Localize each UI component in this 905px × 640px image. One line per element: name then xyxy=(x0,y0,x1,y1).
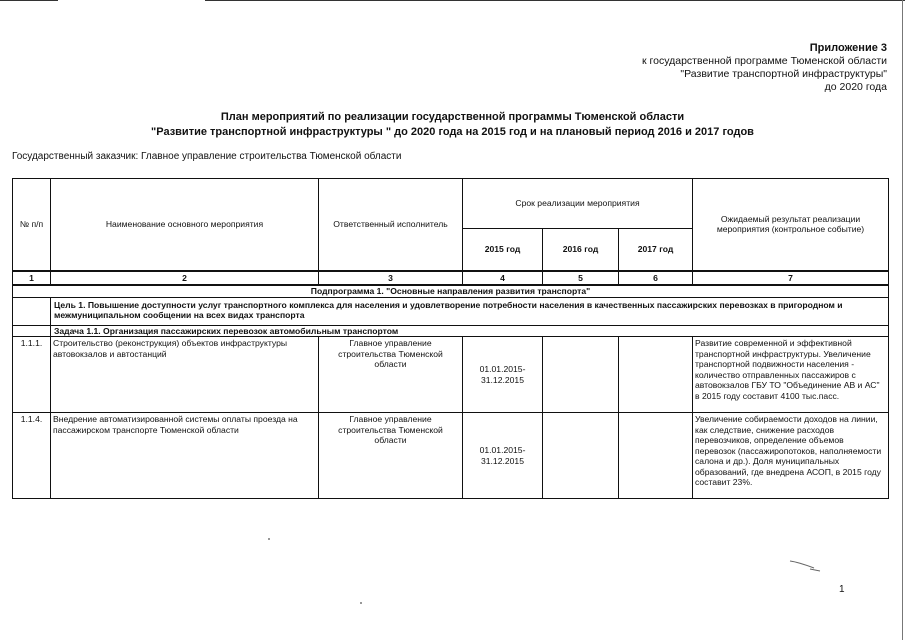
row-2017 xyxy=(619,413,693,499)
subprogram-title: Подпрограмма 1. "Основные направления развития транспорта" xyxy=(13,285,889,297)
row-num: 1.1.1. xyxy=(13,337,51,413)
page-number: 1 xyxy=(839,584,845,595)
goal-num-cell xyxy=(13,297,51,325)
speck xyxy=(268,538,270,540)
column-number-row xyxy=(13,271,889,286)
right-edge-rule xyxy=(902,0,903,640)
appendix-block xyxy=(642,42,887,94)
header-row-1 xyxy=(13,179,889,229)
goal-text: Цель 1. Повышение доступности услуг транспортного комплекса для населения и удовлетворение потребности населения в качественных пассажирских перевозках в пригородном и межмуниципальном сообщении на всех видах транспорта xyxy=(51,297,889,325)
goal-row xyxy=(13,297,889,325)
column-number: 7 xyxy=(693,271,889,286)
appendix-line-1: к государственной программе Тюменской области xyxy=(642,55,887,67)
pen-mark xyxy=(788,556,828,576)
task-row xyxy=(13,325,889,337)
column-number: 3 xyxy=(319,271,463,286)
header-executor: Ответственный исполнитель xyxy=(319,179,463,271)
task-num-cell xyxy=(13,325,51,337)
row-2017 xyxy=(619,337,693,413)
appendix-title: Приложение 3 xyxy=(809,42,887,54)
header-year-2016: 2016 год xyxy=(543,229,619,271)
row-num: 1.1.4. xyxy=(13,413,51,499)
header-year-2017: 2017 год xyxy=(619,229,693,271)
row-executor: Главное управление строительства Тюменской области xyxy=(319,413,463,499)
task-text: Задача 1.1. Организация пассажирских перевозок автомобильным транспортом xyxy=(51,325,889,337)
row-result: Развитие современной и эффективной транспортной инфраструктуры. Увеличение транспортной подвижности населения - количество отправленных пассажиров с автовокзалов ГБУ ТО "Объединение АВ и АС" в 2015 году составит 4100 тыс.пасс. xyxy=(693,337,889,413)
top-rule-left xyxy=(0,0,58,1)
state-customer: Государственный заказчик: Главное управление строительства Тюменской области xyxy=(12,151,402,162)
header-num: № п/п xyxy=(13,179,51,271)
header-result: Ожидаемый результат реализации мероприятия (контрольное событие) xyxy=(693,179,889,271)
row-name: Внедрение автоматизированной системы оплаты проезда на пассажирском транспорте Тюменской области xyxy=(51,413,319,499)
row-executor: Главное управление строительства Тюменской области xyxy=(319,337,463,413)
column-number: 2 xyxy=(51,271,319,286)
row-name: Строительство (реконструкция) объектов инфраструктуры автовокзалов и автостанций xyxy=(51,337,319,413)
appendix-line-3: до 2020 года xyxy=(824,81,887,93)
document-title-line-1: План мероприятий по реализации государственной программы Тюменской области xyxy=(220,111,685,123)
column-number: 5 xyxy=(543,271,619,286)
row-2016 xyxy=(543,337,619,413)
document-title-line-2: "Развитие транспортной инфраструктуры " до 2020 года на 2015 год и на плановый период 2016 и 2017 годов xyxy=(151,126,754,138)
appendix-line-2: "Развитие транспортной инфраструктуры" xyxy=(680,68,887,80)
row-2015: 01.01.2015-31.12.2015 xyxy=(463,413,543,499)
header-year-2015: 2015 год xyxy=(463,229,543,271)
document-title xyxy=(0,110,905,140)
header-name: Наименование основного мероприятия xyxy=(51,179,319,271)
column-number: 6 xyxy=(619,271,693,286)
row-2016 xyxy=(543,413,619,499)
table-row xyxy=(13,413,889,499)
speck xyxy=(360,602,362,604)
top-rule-right xyxy=(205,0,905,1)
header-period: Срок реализации мероприятия xyxy=(463,179,693,229)
column-number: 1 xyxy=(13,271,51,286)
row-2015: 01.01.2015-31.12.2015 xyxy=(463,337,543,413)
subprogram-row xyxy=(13,285,889,297)
plan-table xyxy=(12,178,889,499)
column-number: 4 xyxy=(463,271,543,286)
row-result: Увеличение собираемости доходов на линии, как следствие, снижение расходов перевозчиков, определение объемов перевозок (пассажиропотоков, наполняемости салона и др.). Доля муниципальных образований, где внедрена АСОП, в 2015 году составит 23%. xyxy=(693,413,889,499)
table-row xyxy=(13,337,889,413)
